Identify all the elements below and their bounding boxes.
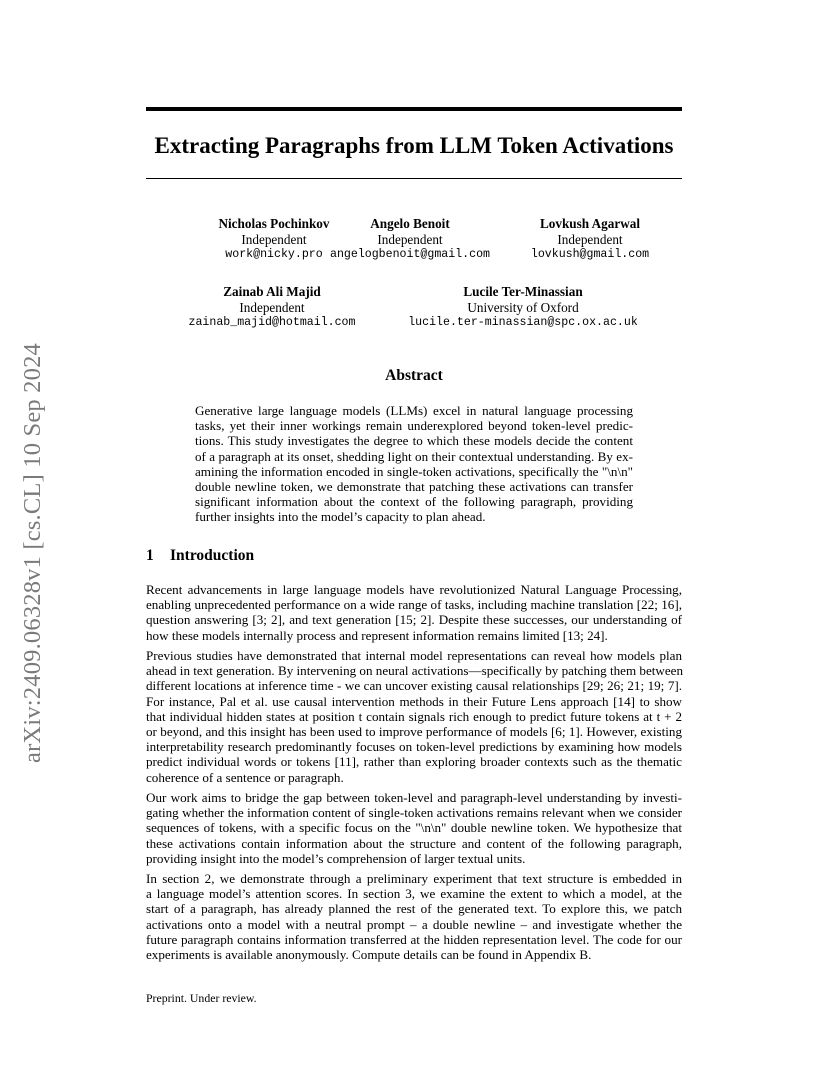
abstract-line: significant information about the context of the following paragraph, providing — [195, 494, 633, 510]
paragraph-line: In section 2, we demonstrate through a preliminary experiment that text structure is embedded in — [146, 871, 682, 886]
paragraph-line: Previous studies have demonstrated that internal model representations can reveal how models plan — [146, 648, 682, 663]
author-block — [500, 216, 680, 263]
paragraph-line: coherence of a sentence or paragraph. — [146, 769, 344, 785]
author-affiliation: Independent — [377, 231, 443, 247]
paragraph — [146, 582, 682, 643]
footer-note: Preprint. Under review. — [146, 991, 257, 1005]
paragraph-line: gating whether the information content of single-token activations remains relevant when we consider — [146, 805, 682, 821]
author-name: Zainab Ali Majid — [223, 284, 321, 299]
paragraph-line: Recent advancements in large language models have revolutionized Natural Language Processing, — [146, 582, 682, 597]
section-heading — [146, 547, 254, 565]
paragraph-line: these activations contain information about the structure and content of the following paragraph, — [146, 835, 682, 851]
paragraph-line: start of a paragraph, has already planned the rest of the generated text. To explore this, we patch — [146, 901, 682, 917]
arxiv-stamp: arXiv:2409.06328v1 [cs.CL] 10 Sep 2024 — [19, 343, 46, 763]
abstract-line: double newline token, we demonstrate that patching these activations can transfer — [195, 479, 633, 495]
abstract-body — [195, 403, 633, 525]
author-email[interactable]: lovkush@gmail.com — [530, 248, 650, 261]
paragraph-line: how these models internally process and represent information remains limited [13; 24]. — [146, 627, 608, 643]
paragraph-line: providing insight into the model’s comprehension of larger textual units. — [146, 850, 526, 866]
author-email[interactable]: zainab_majid@hotmail.com — [188, 316, 356, 329]
paragraph-line: For instance, Pal et al. use causal intervention methods in their Future Lens approach [14] to show — [146, 693, 682, 709]
section-title: Introduction — [170, 547, 255, 564]
paragraph-line: or beyond, and this insight has been used to improve performance of models [6; 1]. However, existing — [146, 724, 682, 740]
author-email[interactable]: angelogbenoit@gmail.com — [329, 248, 491, 261]
paragraph-line: future paragraph contains information transferred at the hidden representation level. The code for our — [146, 931, 682, 947]
author-affiliation: Independent — [241, 231, 307, 247]
paragraph-line: enabling unprecedented performance on a wide range of tasks, including machine translation [22; 16], — [146, 597, 682, 613]
paragraph-line: interpretability research predominantly focuses on token-level predictions by examining how models — [146, 739, 682, 755]
paragraph-line: activations onto a model with a neutral prompt – a double newline – and investigate whether the — [146, 916, 682, 932]
author-block — [398, 284, 648, 331]
abstract-line: Generative large language models (LLMs) excel in natural language processing — [195, 403, 633, 418]
paragraph-line: question answering [3; 2], and text generation [15; 2]. Despite these successes, our understanding of — [146, 612, 682, 628]
author-name: Lucile Ter-Minassian — [463, 284, 583, 299]
author-block — [172, 284, 372, 331]
title-rule — [146, 178, 682, 179]
abstract-line: tasks, yet their inner workings remain underexplored beyond token-level predic- — [195, 418, 633, 434]
paragraph-line: Our work aims to bridge the gap between token-level and paragraph-level understanding by investi- — [146, 790, 682, 805]
paragraph-line: that individual hidden states at position t contain signals rich enough to predict future tokens at t + 2 — [146, 708, 682, 724]
paragraph-line: experiments is available anonymously. Compute details can be found in Appendix B. — [146, 947, 592, 963]
paragraph-line: ahead in text generation. By intervening on neural activations—specifically by patching them between — [146, 663, 684, 679]
author-email[interactable]: lucile.ter-minassian@spc.ox.ac.uk — [408, 316, 638, 329]
abstract-line: tions. This study investigates the degree to which these models decide the content — [195, 433, 633, 449]
author-name: Nicholas Pochinkov — [218, 216, 330, 231]
abstract-line: of a paragraph at its onset, shedding light on their contextual understanding. By ex- — [195, 448, 633, 464]
paper-title: Extracting Paragraphs from LLM Token Activations — [154, 133, 674, 158]
abstract-line: further insights into the model’s capacity to plan ahead. — [195, 509, 486, 525]
section-number: 1 — [146, 547, 154, 564]
abstract-heading: Abstract — [385, 367, 443, 384]
paragraph-line: sequences of tokens, with a specific focus on the "\n\n" double newline token. We hypothesize that — [146, 820, 682, 836]
author-email[interactable]: work@nicky.pro — [225, 248, 323, 261]
paragraph — [146, 871, 682, 962]
author-affiliation: Independent — [239, 299, 305, 315]
paragraph — [146, 648, 682, 785]
author-affiliation: Independent — [557, 231, 623, 247]
abstract-line: amining the information encoded in single-token activations, specifically the "\n\n" — [195, 463, 633, 479]
author-block — [300, 216, 520, 263]
author-affiliation: University of Oxford — [467, 299, 579, 315]
author-name: Lovkush Agarwal — [539, 216, 641, 231]
paragraph-line: predict individual words or tokens [11], rather than exploring broader contexts such as the thematic — [146, 754, 682, 770]
top-rule — [146, 107, 682, 111]
paragraph-line: a language model’s attention scores. In section 3, we examine the extent to which a model, at the — [146, 886, 682, 902]
paragraph — [146, 790, 682, 866]
author-name: Angelo Benoit — [370, 216, 450, 231]
paragraph-line: different locations at inference time - we can uncover existing causal relationships [29; 26; 21; 19; 7]. — [146, 678, 682, 694]
